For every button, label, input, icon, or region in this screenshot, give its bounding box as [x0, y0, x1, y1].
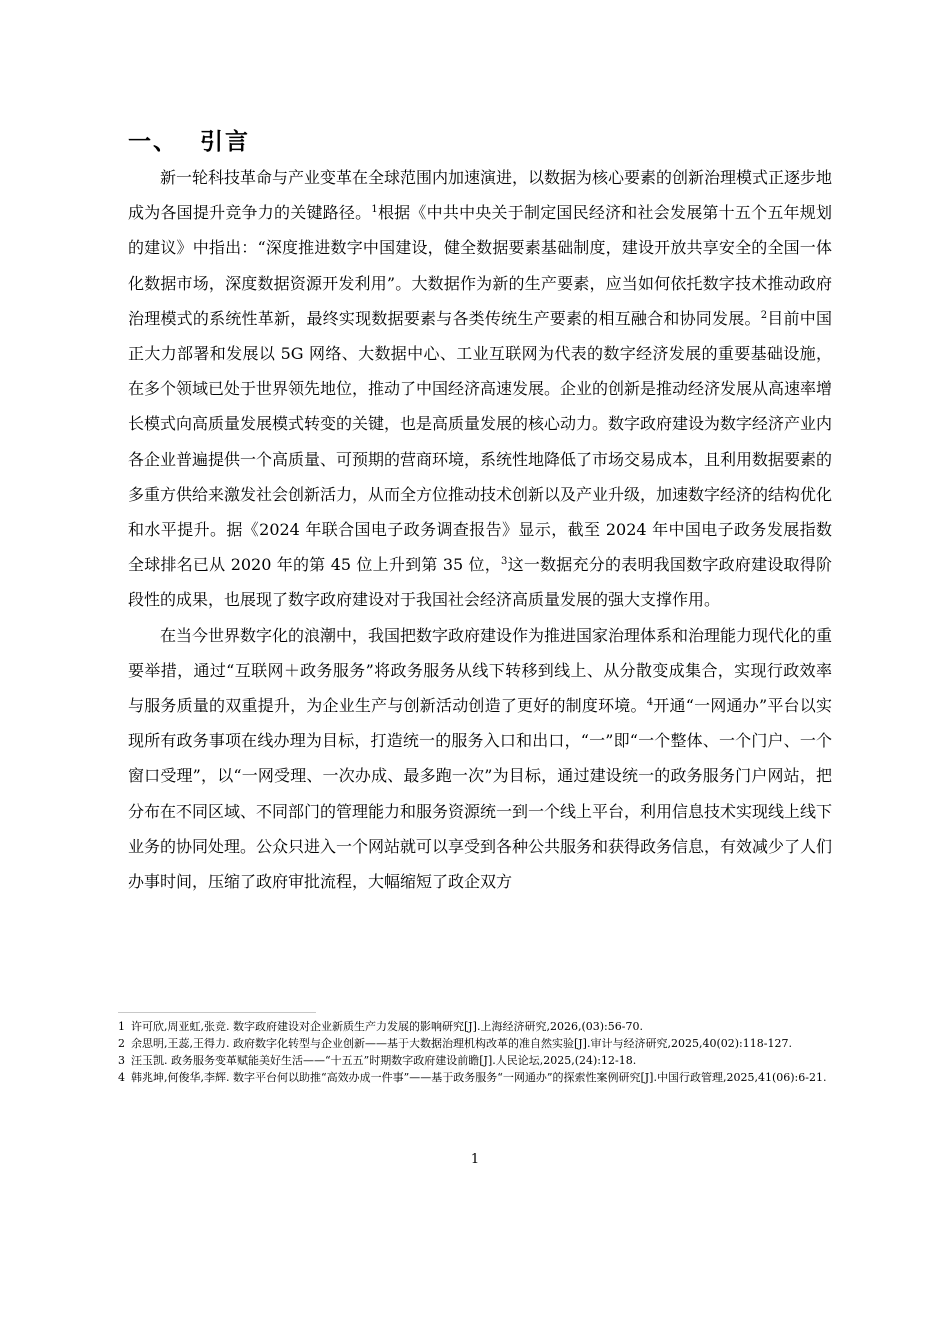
footnote-number: 2: [118, 1037, 125, 1050]
text-segment: 目前中国正大力部署和发展以 5G 网络、大数据中心、工业互联网为代表的数字经济发展的重要基础设施，在多个领域已处于世界领先地位，推动了中国经济高速发展。企业的创新是推动经济发展从高速率增长模式向高质量发展模式转变的关键，也是高质量发展的核心动力。数字政府建设为数字经济产业内各企业普遍提供一个高质量、可预期的营商环境，系统性地降低了市场交易成本，且利用数据要素的多重方供给来激发社会创新活力，从而全方位推动技术创新以及产业升级，加速数字经济的结构优化和水平提升。据《2024 年联合国电子政务调查报告》显示，截至 2024 年中国电子政务发展指数全球排名已从 2020 年的第 45 位上升到第 35 位，: [128, 308, 833, 575]
footnote-number: 1: [118, 1020, 125, 1033]
footnote-ref: 4: [646, 697, 654, 709]
footnote-number: 3: [118, 1054, 125, 1067]
footnote: [118, 1035, 834, 1052]
footnotes: [118, 1018, 834, 1086]
footnote: [118, 1018, 834, 1035]
text-segment: 开通“一网通办”平台以实现所有政务事项在线办理为目标，打造统一的服务入口和出口，“一”即“一个整体、一个门户、一个窗口受理”，以“一网受理、一次办成、最多跑一次”为目标，通过建设统一的政务服务门户网站，把分布在不同区域、不同部门的管理能力和服务资源统一到一个线上平台，利用信息技术实现线上线下业务的协同处理。公众只进入一个网站就可以享受到各种公共服务和获得政务信息，有效减少了人们办事时间，压缩了政府审批流程，大幅缩短了政企双方: [128, 696, 833, 892]
page-number: 1: [470, 1152, 480, 1167]
footnote-text: 韩兆坤,何俊华,李辉. 数字平台何以助推“高效办成一件事”——基于政务服务“一网通办”的探索性案例研究[J].中国行政管理,2025,41(06):6-21.: [131, 1071, 827, 1084]
text-segment: 在当今世界数字化的浪潮中，我国把数字政府建设作为推进国家治理体系和治理能力现代化的重要举措，通过“互联网＋政务服务”将政务服务从线下转移到线上、从分散变成集合，实现行政效率与服务质量的双重提升，为企业生产与创新活动创造了更好的制度环境。: [128, 625, 833, 716]
footnote: [118, 1052, 834, 1069]
footnote-text: 汪玉凯. 政务服务变革赋能美好生活——“十五五”时期数字政府建设前瞻[J].人民论坛,2025,(24):12-18.: [131, 1054, 637, 1067]
paragraph: [128, 160, 832, 618]
section-number: 一、: [128, 128, 178, 155]
footnote-text: 余思明,王蕊,王得力. 政府数字化转型与企业创新——基于大数据治理机构改革的准自然实验[J].审计与经济研究,2025,40(02):118-127.: [131, 1037, 792, 1050]
section-title: 引言: [200, 128, 250, 155]
footnote-number: 4: [118, 1071, 125, 1084]
text-segment: 新一轮科技革命与产业变革在全球范围内加速演进，以数据为核心要素的创新治理模式正逐步地成为各国提升竞争力的关键路径。: [128, 168, 833, 223]
paragraph: [128, 618, 832, 900]
text-segment: 根据《中共中央关于制定国民经济和社会发展第十五个五年规划的建议》中指出：“深度推进数字中国建设，健全数据要素基础制度，建设开放共享安全的全国一体化数据市场，深度数据资源开发利用”。大数据作为新的生产要素，应当如何依托数字技术推动政府治理模式的系统性革新，最终实现数据要素与各类传统生产要素的相互融合和协同发展。: [128, 203, 832, 328]
footnote-separator: [118, 1012, 316, 1013]
footnote-text: 许可欣,周亚虹,张竞. 数字政府建设对企业新质生产力发展的影响研究[J].上海经济研究,2026,(03):56-70.: [131, 1020, 643, 1033]
footnote-ref: 1: [371, 204, 378, 216]
body-text: [128, 160, 832, 899]
section-heading: [128, 124, 250, 160]
footnote-ref: 3: [501, 556, 508, 568]
footnote: [118, 1069, 834, 1086]
text-segment: 这一数据充分的表明我国数字政府建设取得阶段性的成果，也展现了数字政府建设对于我国社会经济高质量发展的强大支撑作用。: [128, 555, 832, 610]
footnote-ref: 2: [760, 309, 768, 321]
